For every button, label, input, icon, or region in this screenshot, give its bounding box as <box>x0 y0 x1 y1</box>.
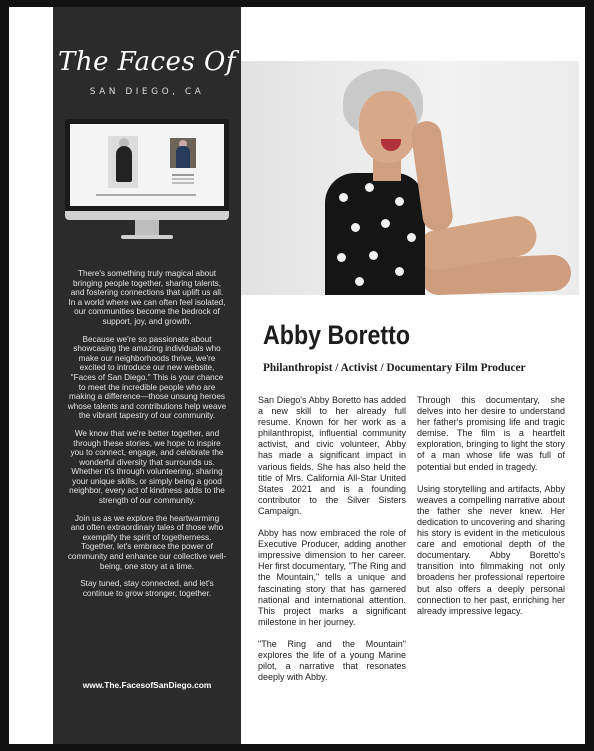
sidebar-paragraph: Because we're so passionate about showcasing the amazing individuals who make our neighborhoods thrive, we're excited to introduce our new website, "Faces of San Diego." This is your chance to meet the incredible people who are making a difference—those unsung heroes whose talents and contributions help weave the vibrant tapestry of our community. <box>67 334 227 421</box>
monitor-neck <box>135 220 159 236</box>
article-column-left <box>258 395 406 694</box>
monitor-base <box>121 235 173 239</box>
preview-caption <box>172 174 194 176</box>
website-url[interactable]: www.The.FacesofSanDiego.com <box>82 680 212 690</box>
sidebar-paragraph: There's something truly magical about bringing people together, sharing talents, and fostering connections that uplift us all. In a world where we can often feel isolated, our communities become the bedrock of support, joy, and growth. <box>68 269 226 326</box>
article-paragraph: Through this documentary, she delves into her desire to understand her father's promising life and tragic demise. The film is a heartfelt exploration, bringing to light the story of a man whose life was full of potential but ended in tragedy. <box>417 395 565 472</box>
magazine-page <box>9 7 585 744</box>
hero-photo <box>241 61 579 295</box>
article-column-right <box>417 395 565 628</box>
preview-text-line <box>96 194 196 196</box>
sidebar-paragraph: Join us as we explore the heartwarming and often extraordinary tales of those who exemplify the spirit of togetherness. Together, let's embrace the power of community and enhance our collective well-being, one story at a time. <box>67 513 227 571</box>
preview-photo-left <box>108 136 138 188</box>
sidebar-paragraph: We know that we're better together, and through these stories, we hope to inspire you to connect, engage, and celebrate the wonderful diversity that surrounds us. Whether it's through volunteering, sharing your unique skills, or simply being a good neighbor, every act of kindness adds to the strength of our community. <box>69 428 225 506</box>
sidebar-paragraph: Stay tuned, stay connected, and let's continue to grow stronger, together. <box>80 579 214 598</box>
preview-photo-right <box>170 138 196 168</box>
monitor-chin <box>65 211 229 220</box>
sidebar <box>53 7 241 744</box>
profile-subtitle: Philanthropist / Activist / Documentary Film Producer <box>263 362 526 374</box>
sidebar-intro-text <box>67 269 227 606</box>
article-paragraph: Using storytelling and artifacts, Abby weaves a compelling narrative about the father she never knew. Her dedication to uncovering and sharing his story is evident in the meticulous care and emotional depth of the documentary. Abby Boretto's transition into filmmaking not only broadens her professional repertoire but also offers a deeply personal connection to her past, enriching her already impressive legacy. <box>417 483 565 616</box>
article-paragraph: San Diego's Abby Boretto has added a new skill to her already full resume. Known for her work as a philanthropist, influential community activist, and civic volunteer, Abby has made a significant impact in various fields. She has also held the title of Mrs. California All-Star United States 2021 and is a founding contributor to the Silver Sisters Campaign. <box>258 395 406 516</box>
article-paragraph: "The Ring and the Mountain" explores the life of a young Marine pilot, a narrative that resonates deeply with Abby. <box>258 638 406 683</box>
logo-title: The Faces Of <box>57 47 236 77</box>
monitor-screen <box>65 119 229 220</box>
monitor-icon <box>65 119 229 249</box>
logo-subtitle: SAN DIEGO, CA <box>89 87 205 97</box>
website-preview <box>70 124 224 206</box>
dress <box>325 173 425 295</box>
article-paragraph: Abby has now embraced the role of Executive Producer, adding another impressive dimension to her career. Her first documentary, "The Ring and the Mountain," tells a unique and fascinating story that has garnered national and international attention. This project marks a significant milestone in her journey. <box>258 528 406 627</box>
profile-name: Abby Boretto <box>263 320 411 350</box>
